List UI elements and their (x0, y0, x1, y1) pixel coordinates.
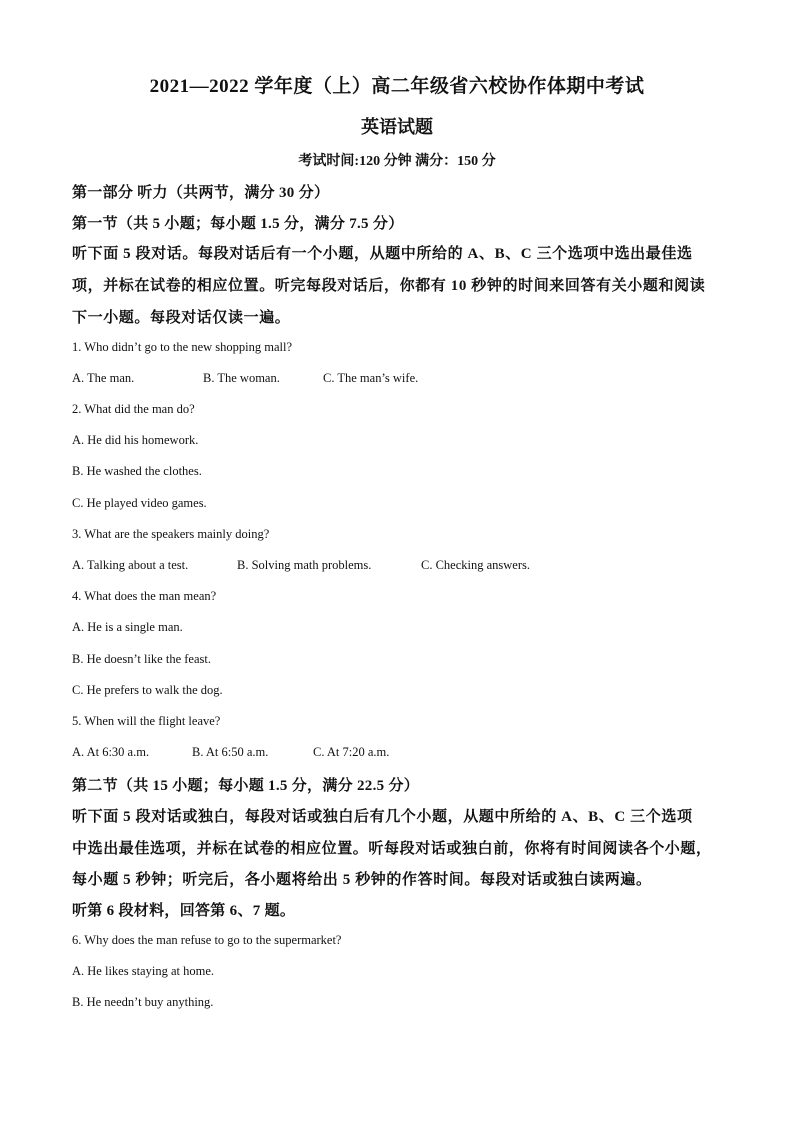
question-stem: 1. Who didn’t go to the new shopping mall? (72, 340, 293, 354)
section1-heading: 第一节（共 5 小题；每小题 1.5 分，满分 7.5 分） (72, 216, 404, 232)
question-stem: 3. What are the speakers mainly doing? (72, 527, 270, 541)
option-c: C. He played video games. (72, 496, 207, 510)
option-a: A. At 6:30 a.m. (72, 745, 150, 759)
question-stem: 4. What does the man mean? (72, 589, 217, 603)
question-stem: 2. What did the man do? (72, 402, 195, 416)
exam-info: 考试时间:120 分钟 满分：150 分 (298, 154, 496, 169)
option-c: C. The man’s wife. (323, 371, 419, 385)
material-note: 听第 6 段材料，回答第 6、7 题。 (72, 903, 296, 919)
option-a: A. He did his homework. (72, 433, 199, 447)
exam-title: 2021—2022 学年度（上）高二年级省六校协作体期中考试 (149, 76, 645, 97)
option-b: B. At 6:50 a.m. (192, 745, 269, 759)
option-a: A. The man. (72, 371, 135, 385)
question-stem: 5. When will the flight leave? (72, 714, 221, 728)
option-b: B. He washed the clothes. (72, 464, 202, 478)
part1-heading: 第一部分 听力（共两节，满分 30 分） (72, 185, 330, 201)
section2-directions-line: 中选出最佳选项，并标在试卷的相应位置。听每段对话或独白前，你将有时间阅读各个小题， (72, 841, 712, 857)
option-b: B. Solving math problems. (237, 558, 372, 572)
question-stem: 6. Why does the man refuse to go to the supermarket? (72, 933, 342, 947)
section1-directions-line: 听下面 5 段对话。每段对话后有一个小题，从题中所给的 A、B、C 三个选项中选出最佳选 (72, 246, 693, 262)
subject-title: 英语试题 (361, 117, 433, 137)
section1-directions-line: 下一小题。每段对话仅读一遍。 (72, 310, 291, 326)
option-b: B. He doesn’t like the feast. (72, 652, 211, 666)
section2-directions-line: 每小题 5 秒钟；听完后，各小题将给出 5 秒钟的作答时间。每段对话或独白读两遍。 (72, 872, 652, 888)
section2-heading: 第二节（共 15 小题；每小题 1.5 分，满分 22.5 分） (72, 778, 420, 794)
option-b: B. He needn’t buy anything. (72, 995, 214, 1009)
section1-directions-line: 项，并标在试卷的相应位置。听完每段对话后，你都有 10 秒钟的时间来回答有关小题和阅读 (72, 278, 706, 294)
option-a: A. He is a single man. (72, 620, 183, 634)
option-b: B. The woman. (203, 371, 280, 385)
option-a: A. Talking about a test. (72, 558, 189, 572)
option-c: C. Checking answers. (421, 558, 531, 572)
section2-directions-line: 听下面 5 段对话或独白，每段对话或独白后有几个小题，从题中所给的 A、B、C 三个选项 (72, 809, 693, 825)
option-a: A. He likes staying at home. (72, 964, 214, 978)
option-c: C. At 7:20 a.m. (313, 745, 390, 759)
option-c: C. He prefers to walk the dog. (72, 683, 223, 697)
